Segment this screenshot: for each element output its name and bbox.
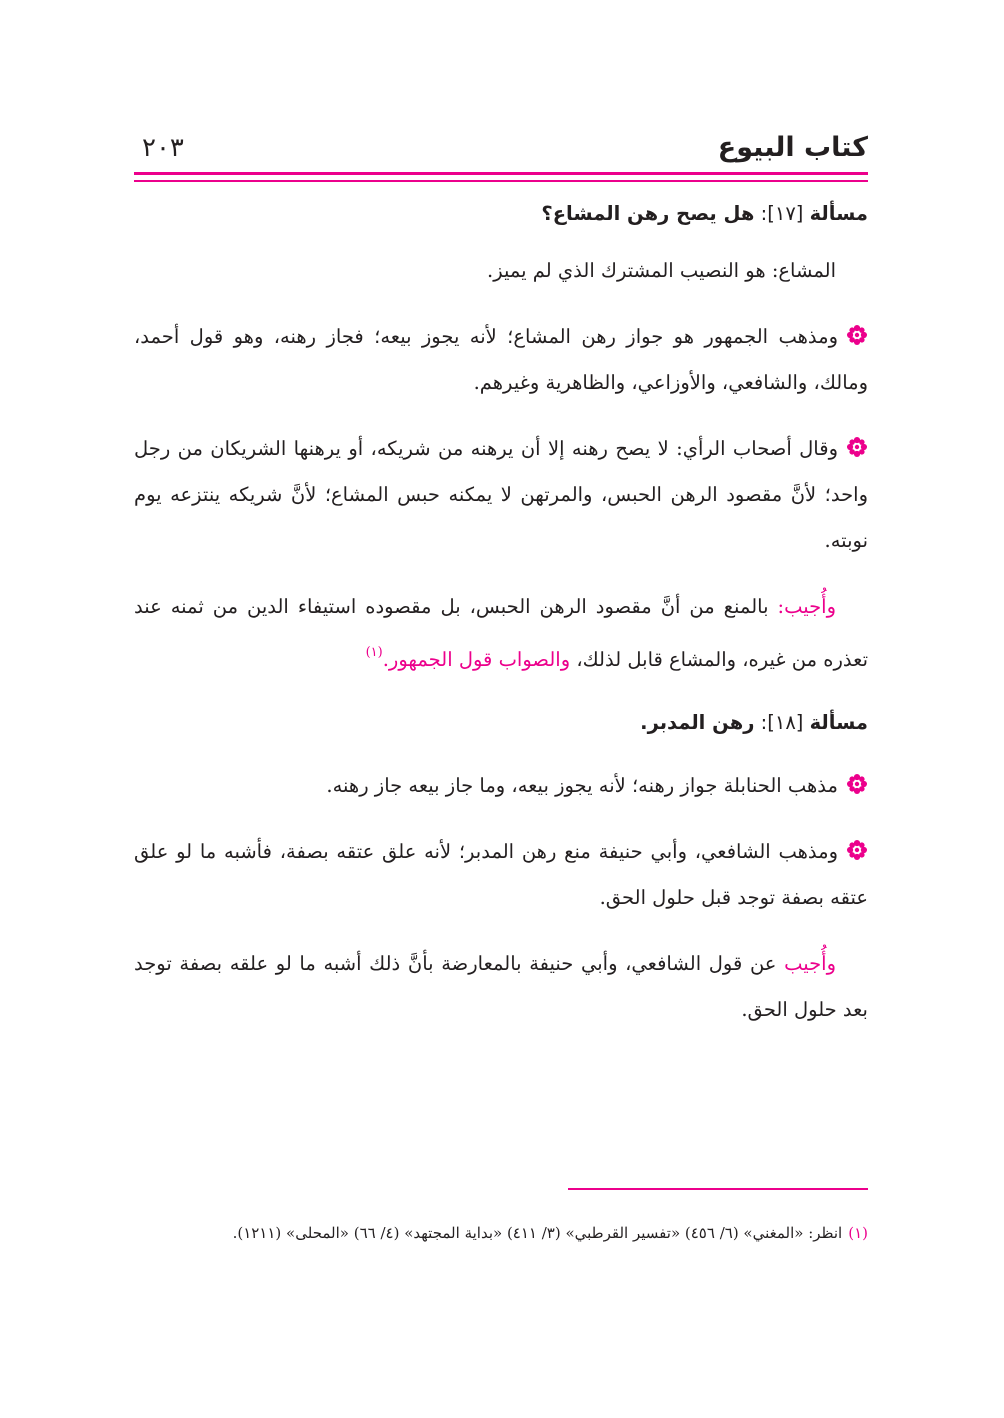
issue-topic: رهن المدبر. bbox=[640, 711, 755, 734]
hanafi-opinion-paragraph bbox=[134, 426, 868, 564]
issue-label: مسألة bbox=[809, 711, 868, 734]
footnote-separator bbox=[568, 1188, 868, 1190]
paragraph-text: ومذهب الجمهور هو جواز رهن المشاع؛ لأنه يجوز بيعه؛ فجاز رهنه، وهو قول أحمد، ومالك، والشافعي، والأوزاعي، والظاهرية وغيرهم. bbox=[134, 325, 868, 394]
header-rule-thick bbox=[134, 172, 868, 175]
answer-text: بالمنع من أنَّ مقصود الرهن الحبس، بل مقصوده استيفاء الدين من ثمنه عند تعذره من غيره، والمشاع قابل لذلك، bbox=[134, 595, 868, 671]
issue-17-heading bbox=[134, 194, 868, 234]
majority-opinion-paragraph bbox=[134, 314, 868, 406]
flower-ornament-icon bbox=[846, 773, 868, 795]
answer-label: وأُجيب: bbox=[777, 595, 836, 618]
conclusion-text: والصواب قول الجمهور. bbox=[382, 648, 571, 671]
paragraph-text: وقال أصحاب الرأي: لا يصح رهنه إلا أن يرهنه من شريكه، أو يرهنها الشريكان من رجل واحد؛ لأنَّ مقصود الرهن الحبس، والمرتهن لا يمكنه حبس المشاع؛ لأنَّ شريكه ينتزعه يوم نوبته. bbox=[134, 437, 868, 552]
answer-paragraph bbox=[134, 584, 868, 683]
hanbali-opinion-paragraph bbox=[134, 763, 868, 809]
footnote-mark: (١) bbox=[848, 1224, 868, 1242]
paragraph-text: ومذهب الشافعي، وأبي حنيفة منع رهن المدبر؛ لأنه علق عتقه بصفة، فأشبه ما لو علق عتقه بصفة توجد قبل حلول الحق. bbox=[134, 840, 868, 909]
running-header bbox=[134, 128, 868, 168]
answer-label: وأُجيب bbox=[784, 952, 836, 975]
issue-18-heading bbox=[134, 703, 868, 743]
flower-ornament-icon bbox=[846, 839, 868, 861]
paragraph-text: مذهب الحنابلة جواز رهنه؛ لأنه يجوز بيعه، وما جاز بيعه جاز رهنه. bbox=[326, 774, 838, 797]
shafii-opinion-paragraph bbox=[134, 829, 868, 921]
definition-paragraph: المشاع: هو النصيب المشترك الذي لم يميز. bbox=[487, 259, 836, 282]
flower-ornament-icon bbox=[846, 436, 868, 458]
chapter-title: كتاب البيوع bbox=[717, 132, 868, 163]
page-number: ٢٠٣ bbox=[142, 133, 184, 163]
answer-paragraph bbox=[134, 941, 868, 1033]
issue-number: [١٧]: bbox=[760, 202, 804, 225]
footnote-reference[interactable]: (١) bbox=[365, 645, 383, 660]
answer-text: عن قول الشافعي، وأبي حنيفة بالمعارضة بأنَّ ذلك أشبه ما لو علقه بصفة توجد بعد حلول الحق. bbox=[134, 952, 868, 1021]
header-rule-thin bbox=[134, 180, 868, 182]
footnote-item bbox=[134, 1216, 868, 1250]
flower-ornament-icon bbox=[846, 324, 868, 346]
issue-number: [١٨]: bbox=[760, 711, 804, 734]
issue-topic: هل يصح رهن المشاع؟ bbox=[541, 202, 755, 225]
footnote-text: انظر: «المغني» (٦/ ٤٥٦) «تفسير القرطبي» (٣/ ٤١١) «بداية المجتهد» (٤/ ٦٦) «المحلى» (١٢١١). bbox=[232, 1224, 843, 1242]
issue-label: مسألة bbox=[809, 202, 868, 225]
footnotes bbox=[134, 1216, 868, 1250]
page-body bbox=[134, 184, 868, 1033]
